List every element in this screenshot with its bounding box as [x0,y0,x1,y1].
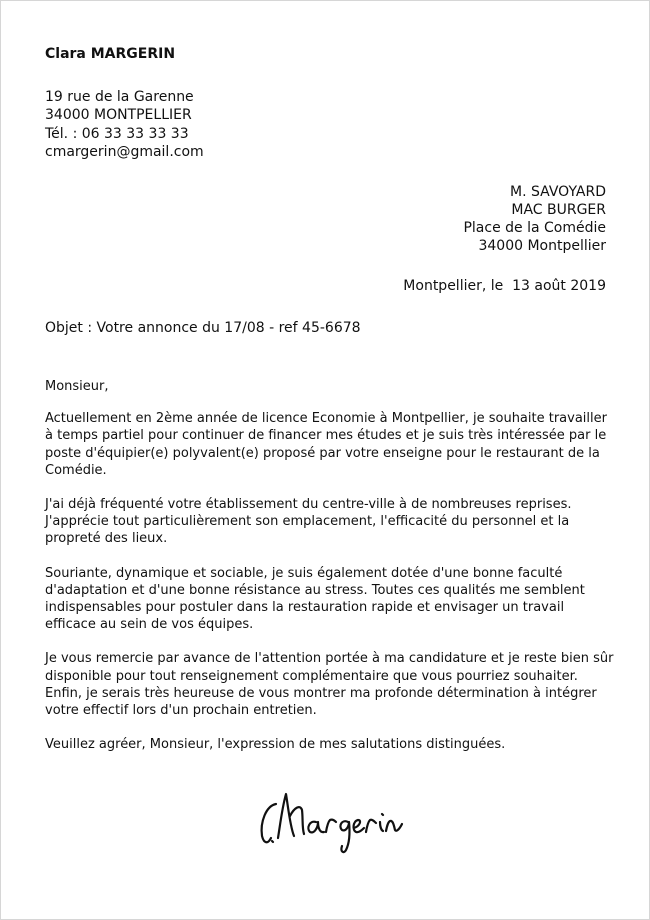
recipient-street: Place de la Comédie [463,220,606,236]
subject-line: Objet : Votre annonce du 17/08 - ref 45-6678 [45,320,361,336]
paragraph-closing [45,736,611,753]
sender-phone: Tél. : 06 33 33 33 33 [45,125,189,142]
paragraph-line: efficace au sein de vos équipes. [45,617,254,633]
recipient-address [463,183,606,255]
sender-city: 34000 MONTPELLIER [45,107,192,124]
recipient-company: MAC BURGER [511,202,606,218]
signature [256,786,411,856]
letter-body [45,378,614,770]
paragraph-line: d'adaptation et d'une bonne résistance au stress. Toutes ces qualités me semblent [45,582,585,598]
paragraph-thanks [45,650,614,719]
sender-street: 19 rue de la Garenne [45,89,194,105]
paragraph-line: J'ai déjà fréquenté votre établissement du centre-ville à de nombreuses reprises. [45,497,572,513]
paragraph-line: Veuillez agréer, Monsieur, l'expression de mes salutations distinguées. [45,737,506,753]
paragraph-line: Comédie. [45,462,107,478]
paragraph-line: propreté des lieux. [45,531,168,547]
paragraph-line: disponible pour tout renseignement complémentaire que vous pourriez souhaiter. [45,668,578,684]
salutation: Monsieur, [45,379,109,394]
paragraph-line: indispensables pour postuler dans la restauration rapide et envisager un travail [45,600,565,616]
paragraph-line: à temps partiel pour continuer de financer mes études et je suis très intéressée par le [45,428,607,444]
paragraph-qualities [45,565,611,634]
recipient-city: 34000 Montpellier [478,238,606,254]
paragraph-line: votre effectif lors d'un prochain entretien. [45,703,317,719]
recipient-name: M. SAVOYARD [510,184,606,200]
paragraph-line: Je vous remercie par avance de l'attention portée à ma candidature et je reste bien sûr [45,651,614,667]
paragraph-intro [45,410,611,479]
paragraph-line: J'apprécie tout particulièrement son emplacement, l'efficacité du personnel et la [45,514,570,530]
paragraph-establishment [45,496,611,548]
paragraph-line: Souriante, dynamique et sociable, je suis également dotée d'une bonne faculté [45,565,563,581]
paragraph-line: poste d'équipier(e) polyvalent(e) proposé par votre enseigne pour le restaurant de la [45,445,600,461]
date-line: Montpellier, le 13 août 2019 [403,278,606,294]
sender-address [45,88,204,161]
paragraph-line: Enfin, je serais très heureuse de vous montrer ma profonde détermination à intégrer [45,685,597,701]
sender-email: cmargerin@gmail.com [45,143,204,160]
sender-name: Clara MARGERIN [45,46,176,62]
paragraph-line: Actuellement en 2ème année de licence Economie à Montpellier, je souhaite travailler [45,411,607,427]
